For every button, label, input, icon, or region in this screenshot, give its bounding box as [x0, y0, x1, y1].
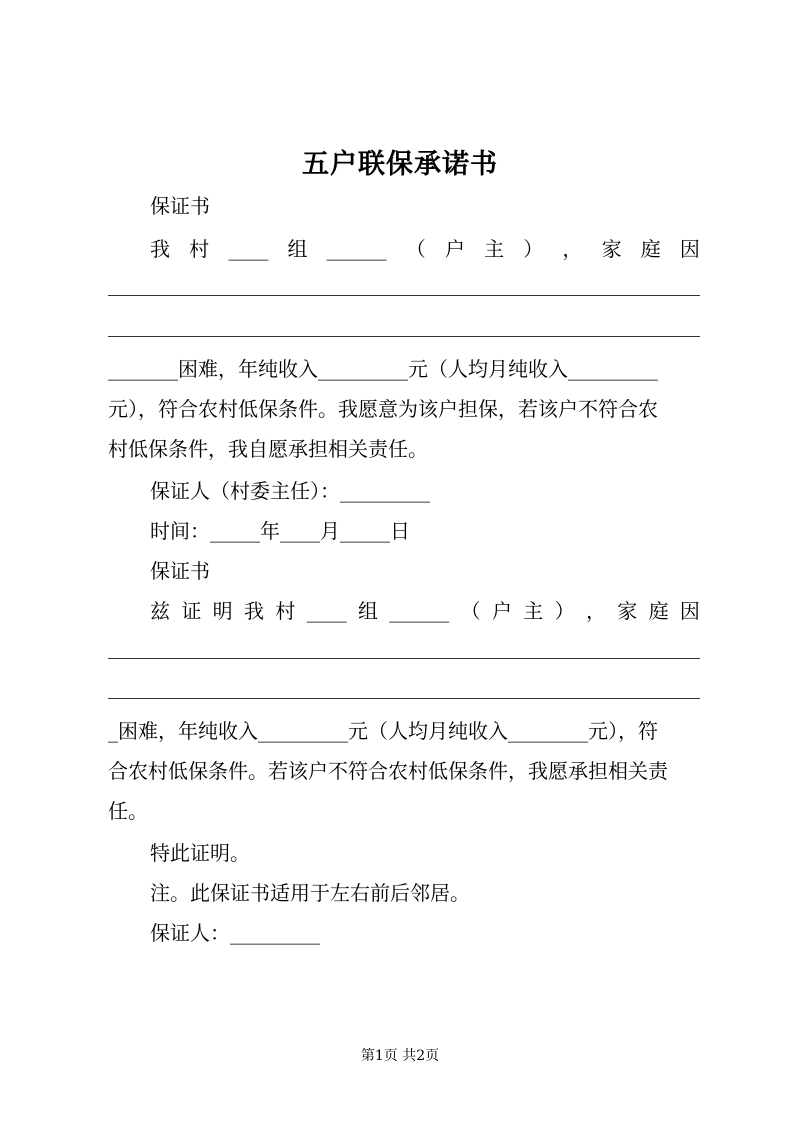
spread-word: 因	[679, 599, 700, 623]
section1-guarantor: 保证人（村委主任）：_________	[150, 479, 430, 503]
spread-word: 户	[491, 599, 512, 623]
spread-word: ____	[306, 599, 347, 623]
spread-word: ______	[326, 237, 387, 261]
spread-word: 我	[150, 237, 170, 261]
spread-word: 兹	[150, 599, 170, 623]
spread-word: 庭	[640, 237, 661, 261]
spread-word: ）	[554, 599, 575, 623]
spread-word: 我	[243, 599, 264, 623]
page-footer: 第1页 共2页	[360, 1048, 440, 1064]
section1-paragraph-line: 元），符合农村低保条件。我愿意为该户担保，若该户不符合农	[108, 397, 658, 421]
blank-rule-line	[108, 295, 700, 296]
blank-rule-line	[108, 336, 700, 337]
section1-paragraph-line: 村低保条件，我自愿承担相关责任。	[108, 437, 428, 461]
spread-word: 主	[523, 599, 544, 623]
section2-guarantor: 保证人：_________	[150, 921, 320, 945]
spread-word: ____	[228, 237, 269, 261]
section1-heading: 保证书	[150, 194, 210, 218]
spread-word: （	[405, 237, 426, 261]
spread-word: 家	[601, 237, 622, 261]
section1-paragraph-line: _______困难，年纯收入_________元（人均月纯收入_________	[108, 357, 658, 381]
spread-word: 村	[189, 237, 210, 261]
section2-heading: 保证书	[150, 559, 210, 583]
spread-word: 主	[484, 237, 505, 261]
blank-rule-line	[108, 658, 700, 659]
spread-word: 家	[617, 599, 638, 623]
section2-paragraph-line: 任。	[108, 799, 148, 823]
spread-word: 村	[275, 599, 296, 623]
spread-word: 因	[679, 237, 700, 261]
spread-word: 组	[357, 599, 378, 623]
section2-first-line	[150, 598, 700, 624]
special-statement: 特此证明。	[150, 841, 250, 865]
section2-paragraph-line: 合农村低保条件。若该户不符合农村低保条件，我愿承担相关责	[108, 759, 668, 783]
spread-word: ，	[562, 237, 583, 261]
section1-date: 时间：_____年____月_____日	[150, 519, 410, 543]
spread-word: 组	[287, 237, 308, 261]
spread-word: ）	[523, 237, 544, 261]
section1-first-line	[150, 236, 700, 262]
note-line: 注。此保证书适用于左右前后邻居。	[150, 881, 470, 905]
spread-word: 庭	[648, 599, 669, 623]
spread-word: ______	[389, 599, 450, 623]
spread-word: 户	[444, 237, 465, 261]
section2-paragraph-line: _困难，年纯收入_________元（人均月纯收入________元），符	[108, 719, 658, 743]
spread-word: （	[460, 599, 481, 623]
spread-word: 证	[181, 599, 202, 623]
spread-word: 明	[212, 599, 233, 623]
page-title: 五户联保承诺书	[302, 149, 498, 180]
spread-word: ，	[585, 599, 606, 623]
blank-rule-line	[108, 698, 700, 699]
